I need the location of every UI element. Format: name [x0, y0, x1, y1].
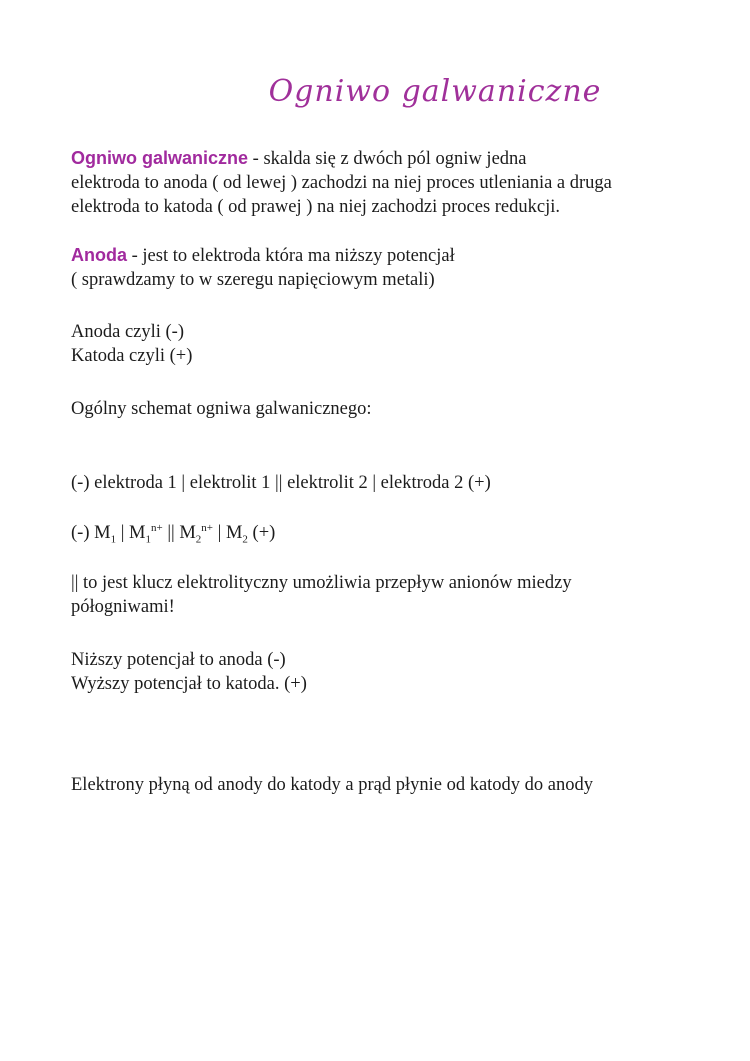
anoda-line-1 — [71, 243, 691, 268]
schema-sub-3: 2 — [195, 533, 202, 546]
klucz-line-2: półogniwami! — [71, 597, 175, 617]
anoda-line-2: ( sprawdzamy to w szeregu napięciowym metali) — [71, 270, 435, 290]
potentials-paragraph — [71, 648, 691, 696]
schema-heading: Ogólny schemat ogniwa galwanicznego: — [71, 399, 372, 419]
schema-sub-4: 2 — [242, 533, 248, 546]
schema-suffix: (+) — [247, 523, 276, 543]
schema-sep-1: | M — [116, 523, 146, 543]
katoda-sign: Katoda czyli (+) — [71, 346, 193, 366]
anoda-sign: Anoda czyli (-) — [71, 322, 185, 342]
potential-low: Niższy potencjał to anoda (-) — [71, 650, 286, 670]
schema-sub-2: 1 — [145, 533, 151, 546]
schema-symbolic — [71, 521, 691, 545]
definition-line-1 — [71, 146, 691, 171]
anoda-paragraph — [71, 243, 691, 292]
anoda-term: Anoda — [71, 245, 127, 265]
schema-sup-3: n+ — [201, 521, 214, 534]
definition-line-2: elektroda to anoda ( od lewej ) zachodzi na niej proces utleniania a druga — [71, 173, 612, 193]
definition-paragraph — [71, 146, 691, 219]
klucz-line-1: || to jest klucz elektrolityczny umożliwia przepływ anionów miedzy — [71, 573, 572, 593]
schema-prefix: (-) M — [71, 523, 111, 543]
anoda-line-1-text: - jest to elektroda która ma niższy potencjał — [127, 246, 455, 266]
definition-term: Ogniwo galwaniczne — [71, 148, 249, 168]
schema-sub-1: 1 — [110, 533, 117, 546]
klucz-paragraph — [71, 571, 691, 619]
definition-line-1-text: - skalda się z dwóch pól ogniw jedna — [248, 149, 527, 169]
potential-high: Wyższy potencjał to katoda. (+) — [71, 674, 307, 694]
signs-paragraph — [71, 320, 691, 368]
electrons-line: Elektrony płyną od anody do katody a prąd płynie od katody do anody — [71, 775, 594, 795]
page-title: Ogniwo galwaniczne — [268, 74, 602, 109]
schema-sep-2: || M — [162, 523, 196, 543]
schema-sep-3: | M — [213, 523, 243, 543]
schema-sup-2: n+ — [150, 521, 163, 534]
definition-line-3: elektroda to katoda ( od prawej ) na niej zachodzi proces redukcji. — [71, 197, 561, 217]
schema-general: (-) elektroda 1 | elektrolit 1 || elektrolit 2 | elektroda 2 (+) — [71, 473, 491, 493]
